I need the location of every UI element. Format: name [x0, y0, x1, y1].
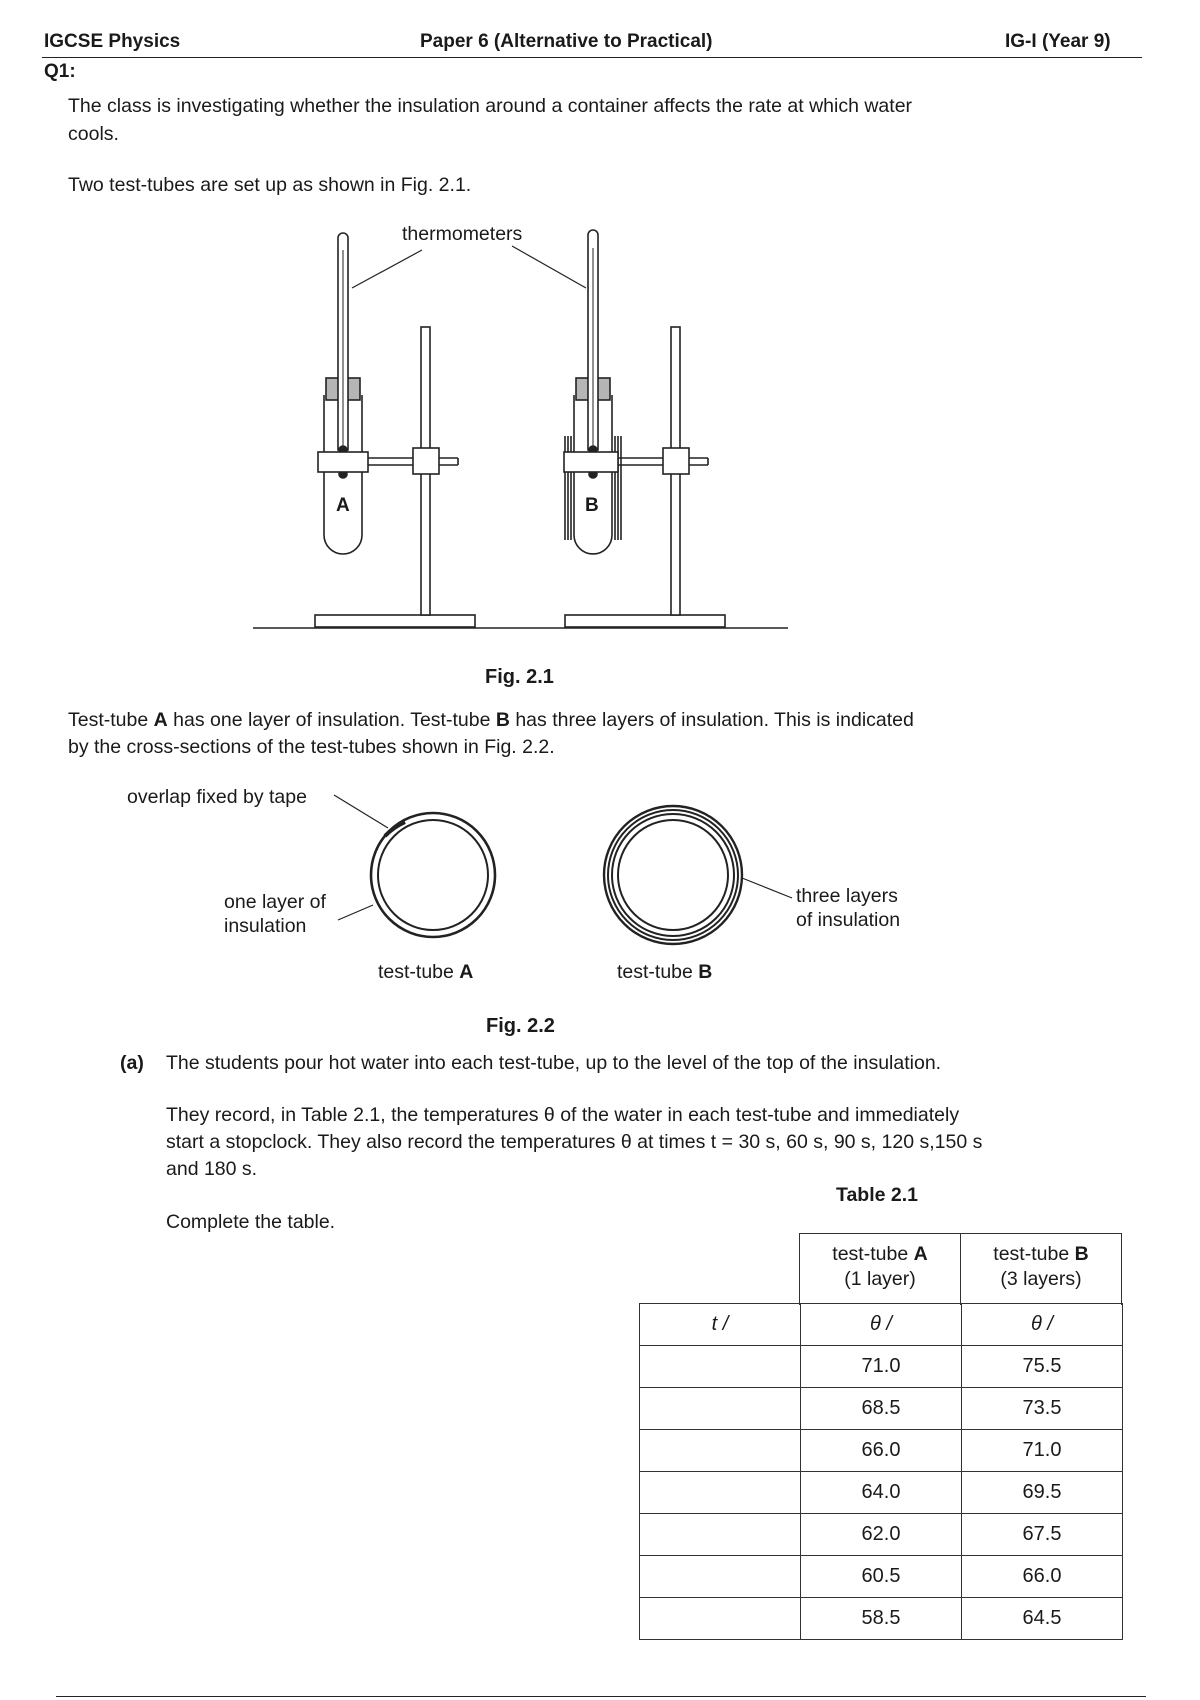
part-a-line-1: The students pour hot water into each test-tube, up to the level of the top of the insulation.	[166, 1052, 942, 1074]
record-line-2: start a stopclock. They also record the temperatures θ at times t = 30 s, 60 s, 90 s, 120 s,150 s	[166, 1131, 983, 1153]
leader-overlap	[334, 795, 388, 828]
tube-b-glass	[618, 820, 728, 930]
time-cell[interactable]	[640, 1598, 801, 1640]
part-a-marker: (a)	[120, 1052, 144, 1074]
record-line-3: and 180 s.	[166, 1158, 258, 1180]
one-layer-label-1: one layer of	[224, 891, 326, 913]
leader-three-layers	[742, 878, 792, 898]
time-cell[interactable]	[640, 1514, 801, 1556]
temperature-cell-a: 58.5	[801, 1598, 962, 1640]
footer-rule	[56, 1696, 1146, 1697]
unit-theta-b-cell[interactable]: θ /	[962, 1304, 1123, 1346]
table-header-a: test-tube A (1 layer)	[799, 1233, 961, 1305]
three-layers-label-2: of insulation	[796, 909, 901, 931]
temperature-cell-b: 71.0	[962, 1430, 1123, 1472]
tube-a-glass	[378, 820, 488, 930]
time-cell[interactable]	[640, 1346, 801, 1388]
fig-2-2-caption: Fig. 2.2	[486, 1015, 555, 1037]
table-header-b: test-tube B (3 layers)	[960, 1233, 1122, 1305]
temperature-cell-a: 71.0	[801, 1346, 962, 1388]
record-line-1: They record, in Table 2.1, the temperatures θ of the water in each test-tube and immediately	[166, 1104, 960, 1126]
table-row	[640, 1388, 1123, 1430]
temperature-cell-a: 62.0	[801, 1514, 962, 1556]
leader-one-layer	[338, 905, 373, 920]
insulation-description-line-1: Test-tube A has one layer of insulation. Test-tube B has three layers of insulation. This is indicated	[68, 709, 914, 731]
temperature-cell-a: 68.5	[801, 1388, 962, 1430]
table-units-row	[640, 1304, 1123, 1346]
tube-b-letter: B	[585, 495, 599, 516]
tube-b-layer-2	[608, 810, 738, 940]
time-cell[interactable]	[640, 1556, 801, 1598]
three-layers-label-1: three layers	[796, 885, 898, 907]
overlap-label: overlap fixed by tape	[127, 786, 307, 808]
temperature-cell-b: 64.5	[962, 1598, 1123, 1640]
temperature-cell-b: 66.0	[962, 1556, 1123, 1598]
cross-section-b-label: test-tube B	[617, 961, 713, 983]
unit-t-cell[interactable]: t /	[640, 1304, 801, 1346]
table-row	[640, 1556, 1123, 1598]
table-row	[640, 1598, 1123, 1640]
temperature-cell-a: 60.5	[801, 1556, 962, 1598]
table-row	[640, 1430, 1123, 1472]
insulation-description-line-2: by the cross-sections of the test-tubes shown in Fig. 2.2.	[68, 736, 555, 758]
tube-b-layer-1	[612, 814, 734, 936]
one-layer-label-2: insulation	[224, 915, 307, 937]
time-cell[interactable]	[640, 1472, 801, 1514]
temperature-cell-a: 64.0	[801, 1472, 962, 1514]
table-row	[640, 1514, 1123, 1556]
data-table	[639, 1303, 1123, 1640]
table-caption: Table 2.1	[836, 1184, 919, 1206]
header-subject: IGCSE Physics	[44, 31, 181, 52]
intro-line-2: cools.	[68, 123, 119, 145]
tube-b-layer-3	[604, 806, 742, 944]
temperature-cell-a: 66.0	[801, 1430, 962, 1472]
table-row	[640, 1346, 1123, 1388]
question-number: Q1:	[44, 61, 76, 82]
instruction-text: Complete the table.	[166, 1211, 336, 1233]
header-paper: Paper 6 (Alternative to Practical)	[420, 31, 713, 52]
temperature-cell-b: 75.5	[962, 1346, 1123, 1388]
cross-section-a-label: test-tube A	[378, 961, 474, 983]
tube-a-letter: A	[336, 495, 350, 516]
temperature-cell-b: 73.5	[962, 1388, 1123, 1430]
fig-2-1-caption: Fig. 2.1	[485, 666, 554, 688]
header-class: IG-I (Year 9)	[1005, 31, 1111, 52]
thermometers-label: thermometers	[402, 223, 523, 245]
unit-theta-a-cell[interactable]: θ /	[801, 1304, 962, 1346]
temperature-cell-b: 69.5	[962, 1472, 1123, 1514]
time-cell[interactable]	[640, 1430, 801, 1472]
intro-line-1: The class is investigating whether the insulation around a container affects the rate at which water	[68, 95, 913, 117]
time-cell[interactable]	[640, 1388, 801, 1430]
table-row	[640, 1472, 1123, 1514]
setup-text: Two test-tubes are set up as shown in Fig. 2.1.	[68, 174, 472, 196]
temperature-cell-b: 67.5	[962, 1514, 1123, 1556]
